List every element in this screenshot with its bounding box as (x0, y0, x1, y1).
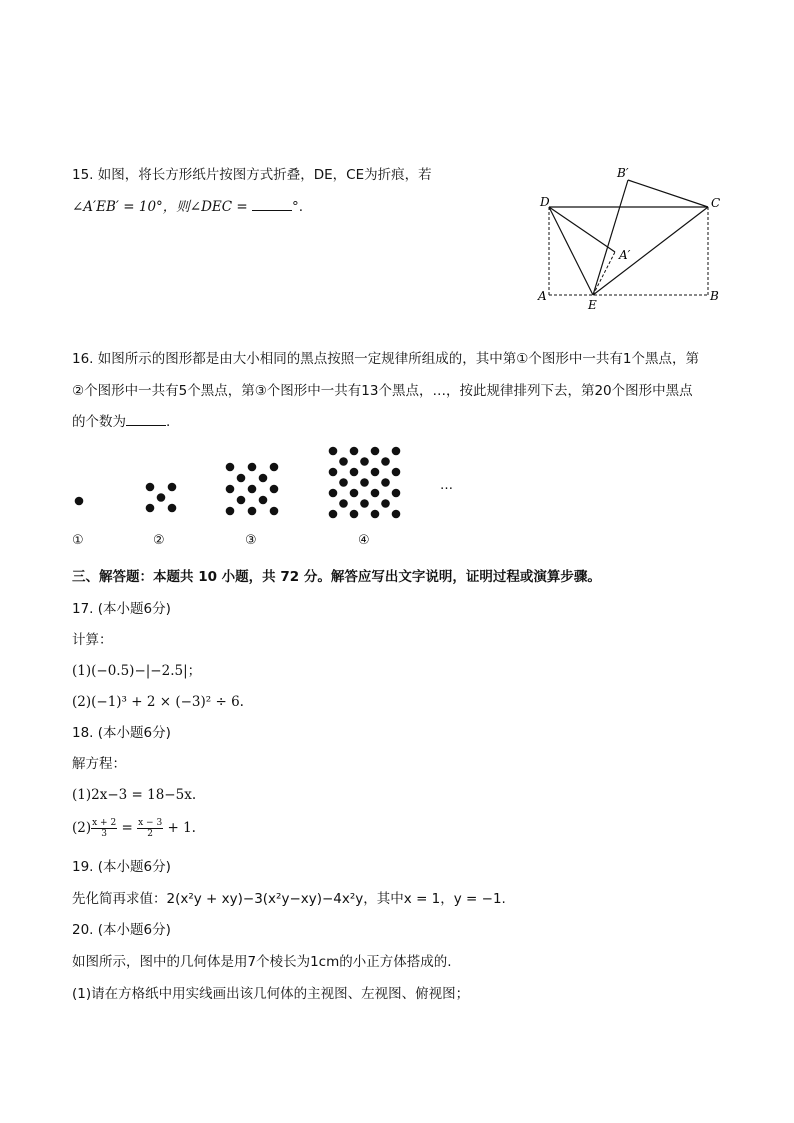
q18-title: 18. (本小题6分) (72, 725, 171, 741)
q15-line1: 15. 如图，将长方形纸片按图方式折叠，DE，CE为折痕，若 (72, 167, 432, 183)
label-A: A (538, 289, 547, 303)
dot (248, 485, 257, 494)
label-E: E (588, 298, 597, 312)
dot (259, 474, 268, 483)
q17-intro: 计算： (72, 632, 113, 648)
dot (360, 478, 369, 487)
dot (226, 507, 235, 516)
q16-dot-pattern-4 (327, 445, 403, 521)
q15-answer-blank (252, 198, 292, 211)
dot (350, 489, 359, 498)
q16-dot-pattern-3 (224, 461, 280, 517)
q16-ellipsis: … (440, 478, 453, 493)
label-B: B (710, 289, 719, 303)
dot (248, 463, 257, 472)
dot (329, 447, 338, 456)
q15-condition: ∠A′EB′ = 10°，则∠DEC = (72, 199, 253, 215)
q19-title: 19. (本小题6分) (72, 859, 171, 875)
dot (270, 463, 279, 472)
q16-figure-label-3: ③ (245, 533, 257, 548)
q16-answer-blank (126, 413, 166, 426)
q18-fraction-2 (137, 818, 163, 839)
dot (392, 468, 401, 477)
q16-line2: ②个图形中一共有5个黑点，第③个图形中一共有13个黑点，…，按此规律排列下去，第20个图形中黑点 (72, 383, 693, 399)
q16-line1: 16. 如图所示的图形都是由大小相同的黑点按照一定规律所组成的，其中第①个图形中一共有1个黑点，第 (72, 351, 699, 367)
dot (339, 499, 348, 508)
dot (237, 474, 246, 483)
dot (350, 447, 359, 456)
dot (371, 447, 380, 456)
q20-title: 20. (本小题6分) (72, 922, 171, 938)
q18-equals: = (117, 820, 138, 836)
label-A-prime: A′ (619, 248, 631, 262)
dot (226, 463, 235, 472)
label-D: D (540, 195, 550, 209)
q18-part2 (72, 814, 196, 842)
dot (381, 457, 390, 466)
q16-dot-pattern-1 (72, 494, 86, 508)
dot (168, 483, 177, 492)
label-C: C (711, 196, 721, 210)
dot (339, 457, 348, 466)
q16-figure-label-1: ① (72, 533, 84, 548)
dot (371, 468, 380, 477)
segment-B-prime-C (628, 180, 708, 207)
dot (146, 504, 155, 513)
dot (248, 507, 257, 516)
dot (371, 489, 380, 498)
dot (270, 485, 279, 494)
segment-DE (549, 207, 593, 295)
segment-EB-prime (593, 180, 628, 295)
dot (157, 493, 166, 502)
q16-dot-pattern-2 (142, 478, 182, 518)
dot (381, 499, 390, 508)
dot (237, 496, 246, 505)
dot (350, 510, 359, 519)
dot (329, 510, 338, 519)
q20-text: 如图所示，图中的几何体是用7个棱长为1cm的小正方体搭成的. (72, 954, 452, 970)
fraction-denominator: 2 (147, 829, 154, 839)
dot (381, 478, 390, 487)
q16-line3 (72, 412, 170, 432)
dot (392, 489, 401, 498)
q17-part1: (1)(−0.5)−|−2.5|； (72, 663, 202, 679)
q15-degree-suffix: °. (292, 199, 304, 215)
q15-line2 (72, 197, 303, 217)
q16-line3-suffix: . (166, 414, 171, 430)
q16-figure-label-4: ④ (358, 533, 370, 548)
q18-part2-prefix: (2) (72, 820, 92, 836)
dot (329, 489, 338, 498)
segment-CE (593, 207, 708, 295)
q20-part1: (1)请在方格纸中用实线画出该几何体的主视图、左视图、俯视图； (72, 986, 470, 1002)
dot (226, 485, 235, 494)
segment-DA-prime (549, 207, 615, 252)
dot (270, 507, 279, 516)
label-B-prime: B′ (617, 166, 629, 180)
dot (146, 483, 155, 492)
q18-intro: 解方程： (72, 756, 126, 772)
q15-fold-figure (530, 160, 730, 320)
q18-fraction-1 (91, 818, 117, 839)
dot (371, 510, 380, 519)
dot (360, 457, 369, 466)
q16-line3-text: 的个数为 (72, 414, 126, 430)
dot (360, 499, 369, 508)
dot (392, 447, 401, 456)
q17-title: 17. (本小题6分) (72, 601, 171, 617)
q16-figure-label-2: ② (153, 533, 165, 548)
q17-part2: (2)(−1)³ + 2 × (−3)² ÷ 6. (72, 694, 244, 710)
dot (392, 510, 401, 519)
dot (350, 468, 359, 477)
dot (75, 497, 84, 506)
dot (168, 504, 177, 513)
q18-part1: (1)2x−3 = 18−5x. (72, 787, 197, 803)
fraction-numerator: x + 2 (92, 818, 117, 828)
dot (259, 496, 268, 505)
dot (329, 468, 338, 477)
q19-text: 先化简再求值：2(x²y + xy)−3(x²y−xy)−4x²y，其中x = 1，y = −1. (72, 891, 506, 907)
fraction-denominator: 3 (101, 829, 108, 839)
section3-heading: 三、解答题：本题共 10 小题，共 72 分。解答应写出文字说明，证明过程或演算步骤。 (72, 569, 601, 585)
q18-part2-suffix: + 1. (163, 820, 196, 836)
fraction-numerator: x − 3 (138, 818, 163, 828)
dot (339, 478, 348, 487)
